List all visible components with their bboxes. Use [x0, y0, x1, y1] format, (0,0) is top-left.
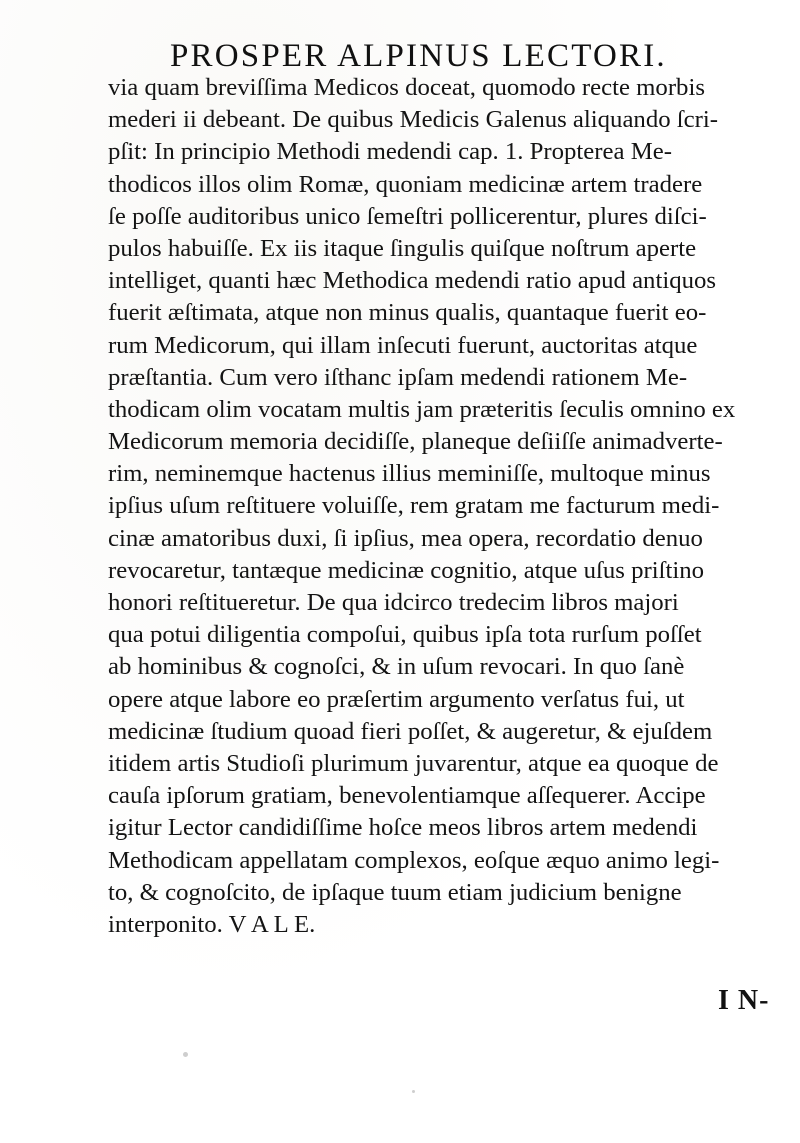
- text-line: rum Medicorum, qui illam inſecuti fuerunt, auctoritas atque: [108, 331, 698, 359]
- text-line: mederi ii debeant. De quibus Medicis Galenus aliquando ſcri-: [108, 106, 719, 134]
- ink-speck: [412, 1090, 415, 1093]
- text-line: thodicos illos olim Romæ, quoniam medicinæ artem tradere: [108, 170, 703, 198]
- text-line: cinæ amatoribus duxi, ſi ipſius, mea opera, recordatio denuo: [108, 524, 703, 552]
- text-line: honori reſtitueretur. De qua idcirco tredecim libros majori: [108, 589, 679, 616]
- text-line: pſit: In principio Methodi medendi cap. 1. Propterea Me-: [108, 138, 672, 166]
- text-line: opere atque labore eo præſertim argumento verſatus fui, ut: [108, 685, 685, 713]
- body-text: [108, 72, 798, 941]
- text-line: revocaretur, tantæque medicinæ cognitio, atque uſus priſtino: [108, 556, 704, 584]
- text-line: præſtantia. Cum vero iſthanc ipſam medendi rationem Me-: [108, 363, 688, 391]
- text-line: via quam breviſſima Medicos doceat, quomodo recte morbis: [108, 74, 705, 101]
- text-line: pulos habuiſſe. Ex iis itaque ſingulis quiſque noſtrum aperte: [108, 234, 697, 262]
- text-line: ipſius uſum reſtituere voluiſſe, rem gratam me facturum medi-: [108, 492, 720, 520]
- text-line: ab hominibus & cognoſci, & in uſum revocari. In quo ſanè: [108, 653, 685, 681]
- text-line: ſe poſſe auditoribus unico ſemeſtri pollicerentur, plures diſci-: [108, 202, 707, 230]
- running-head: PROSPER ALPINUS LECTORI.: [170, 38, 667, 74]
- text-line: igitur Lector candidiſſime hoſce meos libros artem medendi: [108, 814, 698, 842]
- text-line: Methodicam appellatam complexos, eoſque æquo animo legi-: [108, 846, 720, 874]
- text-line: thodicam olim vocatam multis jam præteritis ſeculis omnino ex: [108, 395, 736, 423]
- text-line: rim, neminemque hactenus illius meminiſſe, multoque minus: [108, 460, 711, 488]
- ink-speck: [183, 1052, 188, 1057]
- text-line: itidem artis Studioſi plurimum juvarentur, atque ea quoque de: [108, 749, 719, 777]
- text-line: to, & cognoſcito, de ipſaque tuum etiam judicium benigne: [108, 878, 682, 906]
- text-line: cauſa ipſorum gratiam, benevolentiamque aſſequerer. Accipe: [108, 782, 706, 810]
- text-line: intelliget, quanti hæc Methodica medendi ratio apud antiquos: [108, 267, 716, 295]
- text-line: qua potui diligentia compoſui, quibus ipſa tota rurſum poſſet: [108, 621, 702, 649]
- text-line: Medicorum memoria decidiſſe, planeque deſiiſſe animadverte-: [108, 428, 723, 456]
- text-line: fuerit æſtimata, atque non minus qualis, quantaque fuerit eo-: [108, 299, 707, 327]
- text-line: interponito. V A L E.: [108, 910, 316, 938]
- text-line: medicinæ ſtudium quoad fieri poſſet, & augeretur, & ejuſdem: [108, 717, 713, 745]
- catchword: I N-: [718, 985, 770, 1016]
